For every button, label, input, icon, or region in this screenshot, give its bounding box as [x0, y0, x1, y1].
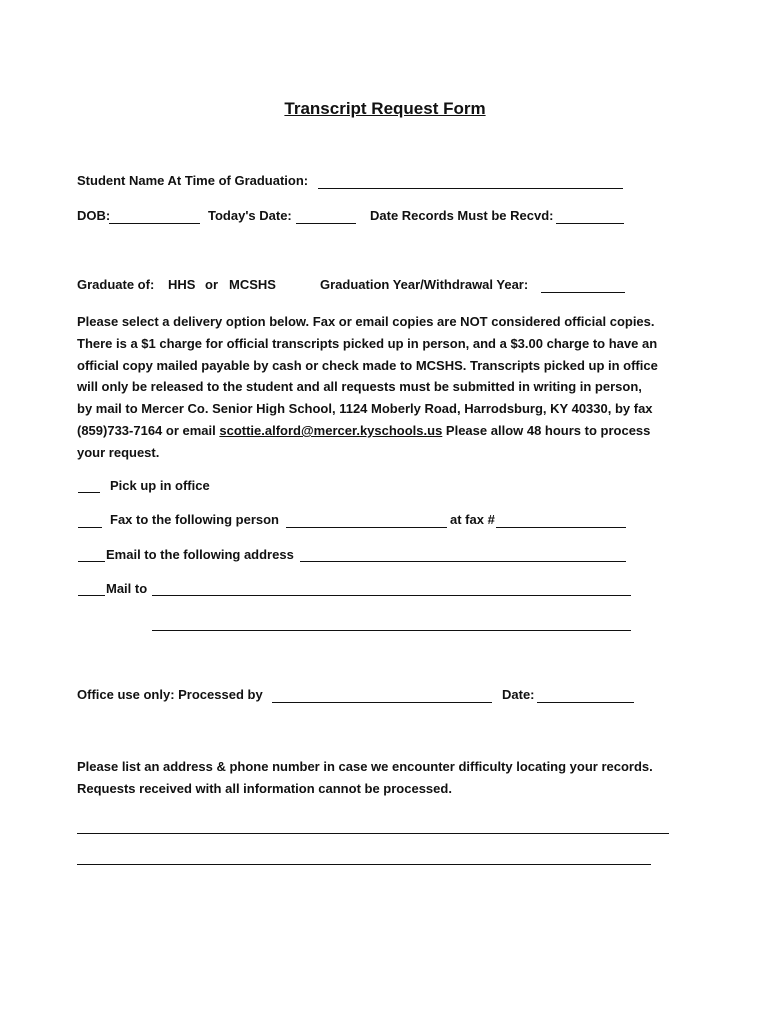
date-records-field[interactable] — [556, 223, 624, 224]
grad-year-field[interactable] — [541, 292, 625, 293]
office-use-label: Office use only: Processed by — [77, 687, 263, 702]
todays-date-label: Today's Date: — [208, 208, 292, 223]
instructions-line-suffix: Please allow 48 hours to process — [442, 422, 651, 438]
notice-line: Requests received with all information cannot be processed. — [77, 780, 452, 796]
contact-info-field-1[interactable] — [77, 833, 669, 834]
instructions-line: There is a $1 charge for official transcripts picked up in person, and a $3.00 charge to have an — [77, 335, 658, 351]
school-option-mcshs[interactable]: MCSHS — [229, 277, 276, 292]
or-text: or — [205, 277, 218, 292]
mail-option-label: Mail to — [106, 581, 148, 596]
pickup-checkbox-blank[interactable] — [78, 492, 100, 493]
todays-date-field[interactable] — [296, 223, 356, 224]
contact-email-link[interactable]: scottie.alford@mercer.kyschools.us — [219, 422, 443, 438]
email-address-field[interactable] — [300, 561, 626, 562]
instructions-line: Please select a delivery option below. Fax or email copies are NOT considered official copies. — [77, 314, 655, 329]
student-name-label: Student Name At Time of Graduation: — [77, 173, 309, 188]
mail-address-field-1[interactable] — [152, 595, 631, 596]
fax-person-field[interactable] — [286, 527, 447, 528]
graduate-of-label: Graduate of: — [77, 277, 155, 292]
email-checkbox-blank[interactable] — [78, 561, 105, 562]
fax-number-label: at fax # — [450, 512, 495, 527]
processed-by-field[interactable] — [272, 702, 492, 703]
student-name-field[interactable] — [318, 188, 623, 189]
school-option-hhs[interactable]: HHS — [168, 277, 196, 292]
instructions-line: will only be released to the student and all requests must be submitted in writing in person, — [77, 379, 642, 395]
date-records-label: Date Records Must be Recvd: — [370, 208, 554, 223]
fax-checkbox-blank[interactable] — [78, 527, 102, 528]
instructions-paragraph — [77, 311, 677, 464]
instructions-line: your request. — [77, 444, 160, 460]
mail-address-field-2[interactable] — [152, 630, 631, 631]
email-option-label: Email to the following address — [106, 547, 294, 562]
grad-year-label: Graduation Year/Withdrawal Year: — [320, 277, 529, 292]
notice-paragraph — [77, 756, 653, 799]
dob-field[interactable] — [109, 223, 200, 224]
page-title: Transcript Request Form — [284, 99, 486, 118]
office-date-field[interactable] — [537, 702, 634, 703]
pickup-option-label: Pick up in office — [110, 478, 210, 493]
fax-option-label: Fax to the following person — [110, 512, 279, 527]
instructions-line: by mail to Mercer Co. Senior High School, 1124 Moberly Road, Harrodsburg, KY 40330, by fax — [77, 401, 653, 417]
instructions-line — [77, 420, 677, 442]
mail-checkbox-blank[interactable] — [78, 595, 105, 596]
instructions-line: official copy mailed payable by cash or check made to MCSHS. Transcripts picked up in office — [77, 357, 658, 373]
notice-line: Please list an address & phone number in case we encounter difficulty locating your records. — [77, 759, 653, 774]
dob-label: DOB: — [77, 208, 111, 223]
contact-info-field-2[interactable] — [77, 864, 651, 865]
fax-number-field[interactable] — [496, 527, 626, 528]
instructions-line-prefix: (859)733-7164 or email — [77, 422, 220, 438]
office-date-label: Date: — [502, 687, 535, 702]
